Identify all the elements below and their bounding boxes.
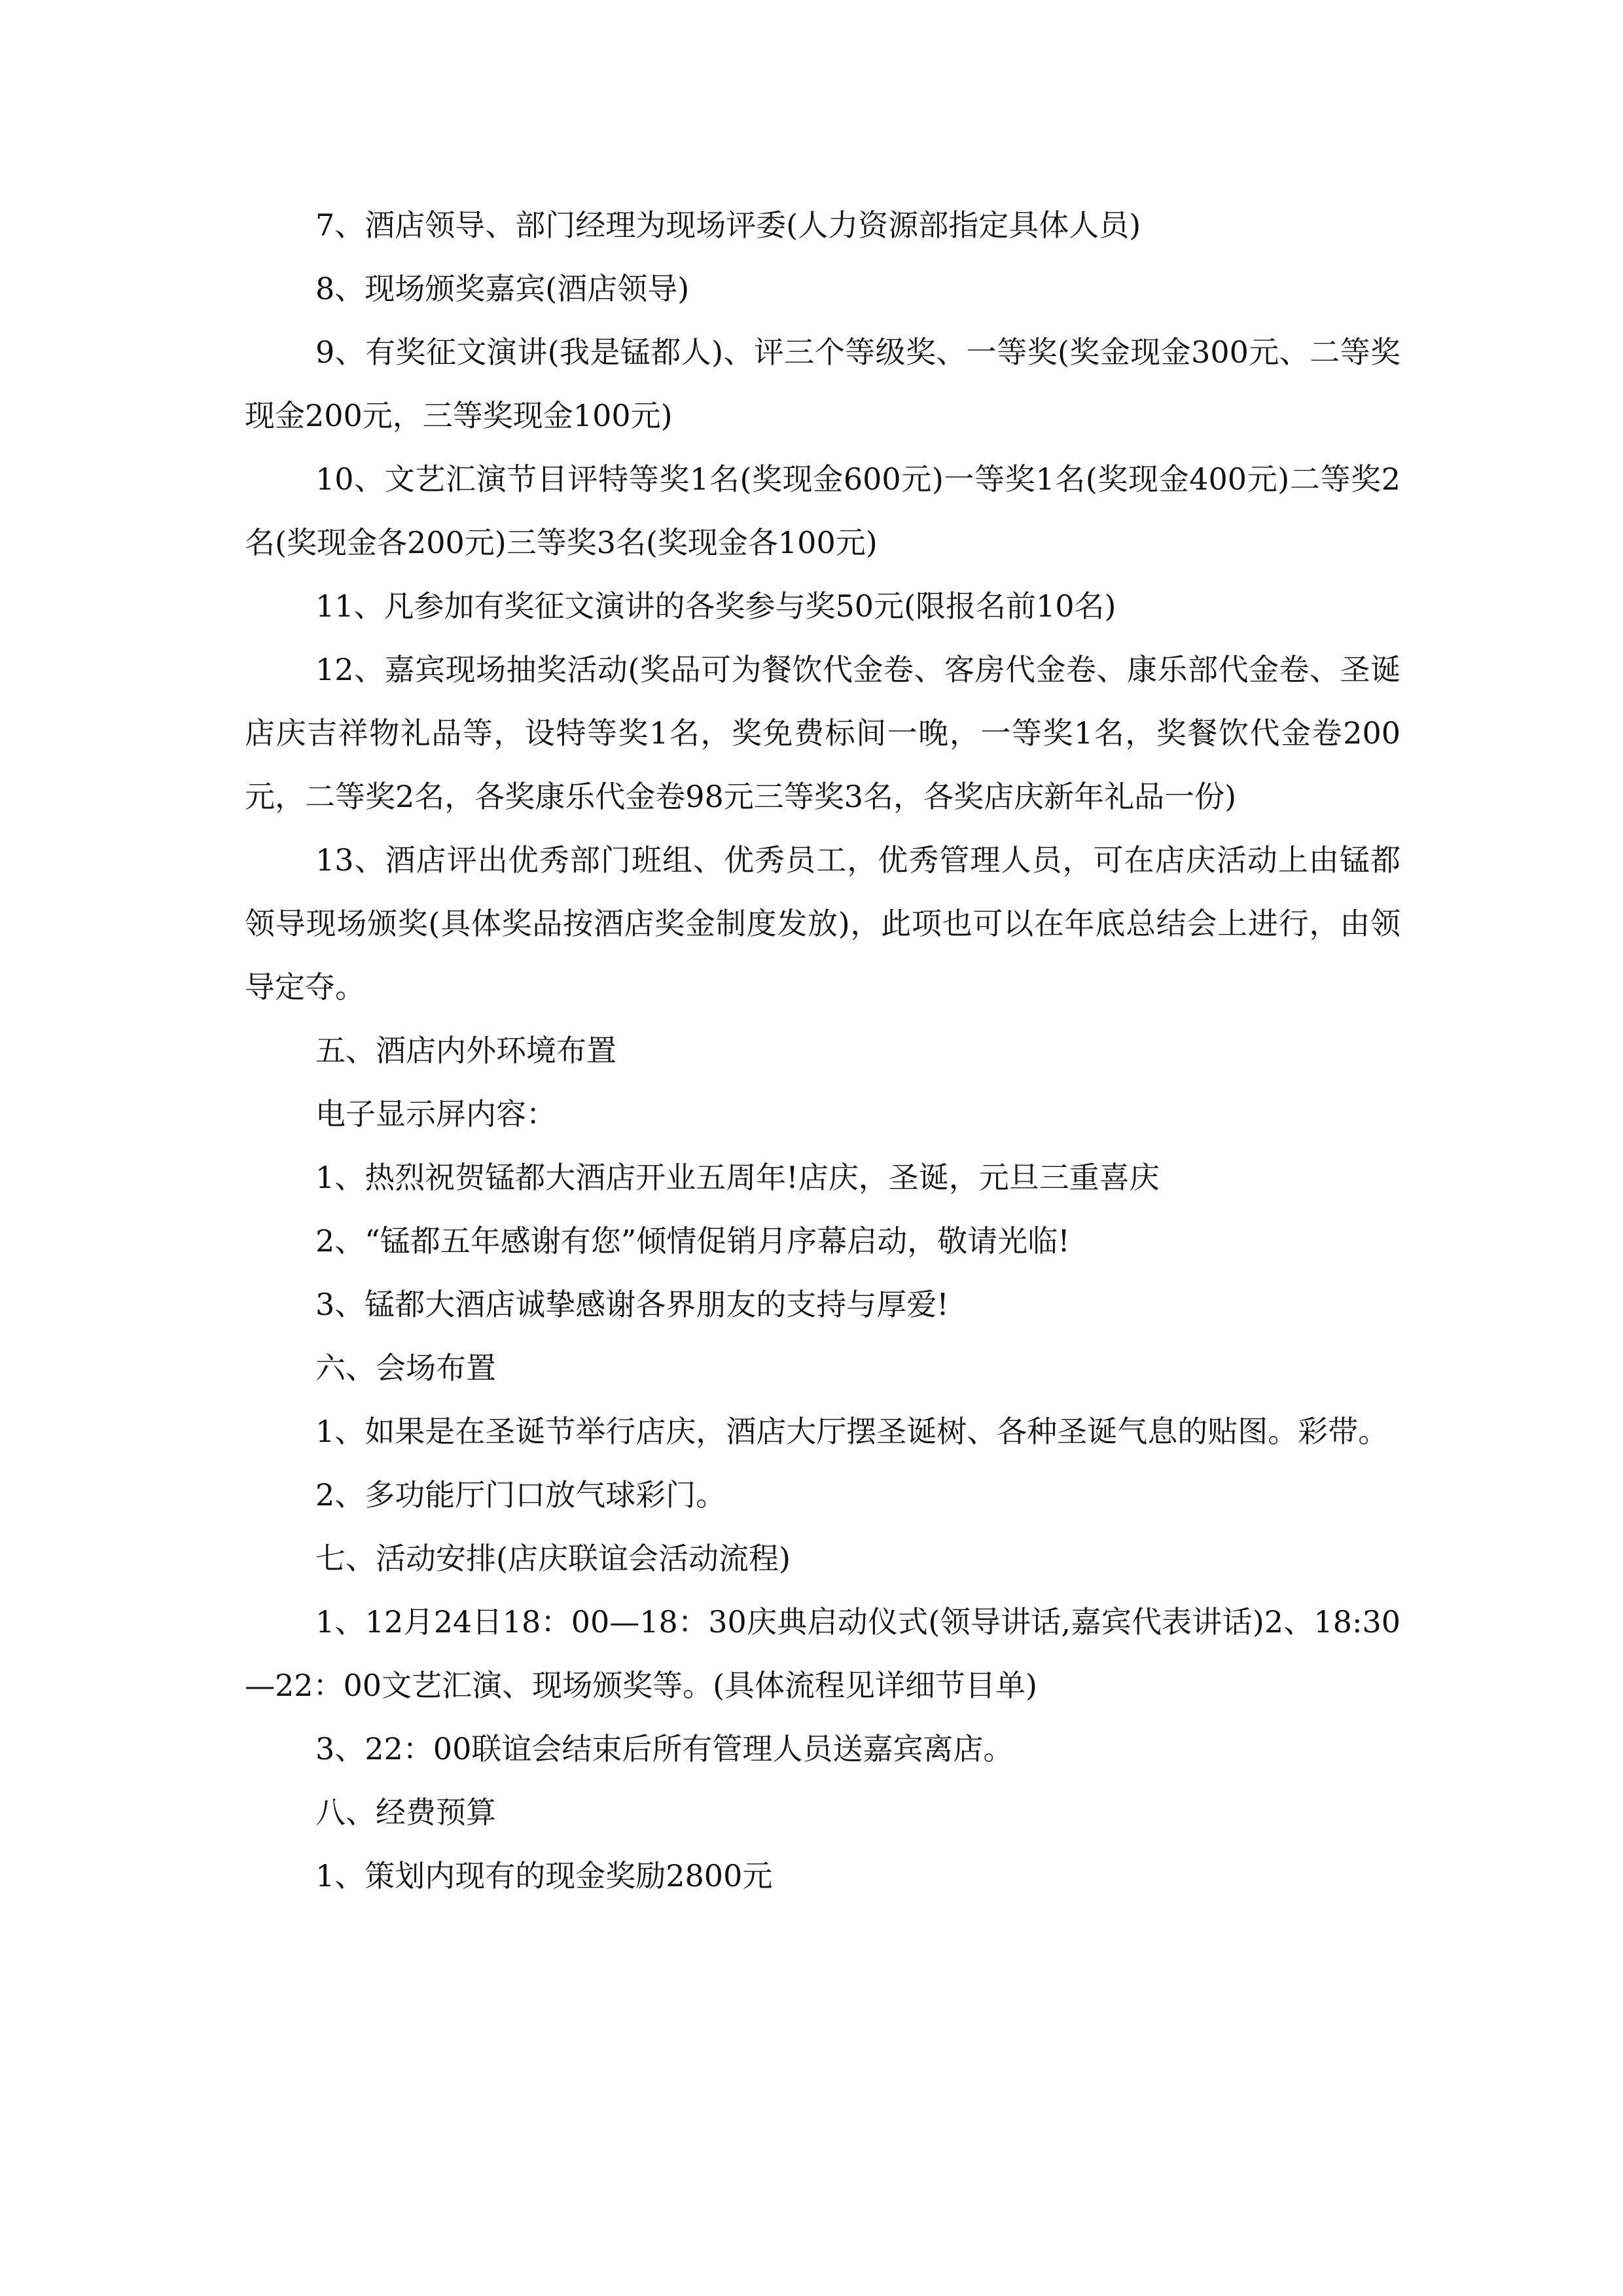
section-heading-5: 五、酒店内外环境布置 (315, 1033, 616, 1068)
subheading-screen-content: 电子显示屏内容： (315, 1096, 556, 1132)
paragraph-item-7: 7、酒店领导、部门经理为现场评委(人力资源部指定具体人员) (315, 207, 1141, 243)
venue-item-1: 1、如果是在圣诞节举行店庆，酒店大厅摆圣诞树、各种圣诞气息的贴图。彩带。 (315, 1414, 1389, 1449)
document-body (245, 194, 1400, 1908)
paragraph-item-10: 10、文艺汇演节目评特等奖1名(奖现金600元)一等奖1名(奖现金400元)二等奖2名(奖现金各200元)三等奖3名(奖现金各100元) (245, 461, 1400, 560)
paragraph-item-9: 9、有奖征文演讲(我是锰都人)、评三个等级奖、一等奖(奖金现金300元、二等奖现金200元，三等奖现金100元) (245, 334, 1400, 433)
venue-item-2: 2、多功能厅门口放气球彩门。 (315, 1477, 726, 1513)
budget-item-1: 1、策划内现有的现金奖励2800元 (315, 1858, 773, 1893)
screen-item-2: 2、“锰都五年感谢有您”倾情促销月序幕启动，敬请光临! (315, 1223, 1070, 1259)
schedule-item-3: 3、22：00联谊会结束后所有管理人员送嘉宾离店。 (315, 1731, 1014, 1767)
paragraph-item-8: 8、现场颁奖嘉宾(酒店领导) (315, 271, 690, 306)
section-heading-8: 八、经费预算 (315, 1795, 496, 1830)
schedule-item-1-2: 1、12月24日18：00—18：30庆典启动仪式(领导讲话,嘉宾代表讲话)2、18:30—22：00文艺汇演、现场颁奖等。(具体流程见详细节目单) (245, 1604, 1400, 1703)
section-heading-6: 六、会场布置 (315, 1350, 496, 1386)
screen-item-3: 3、锰都大酒店诚挚感谢各界朋友的支持与厚爱! (315, 1287, 949, 1322)
paragraph-item-13: 13、酒店评出优秀部门班组、优秀员工，优秀管理人员，可在店庆活动上由锰都领导现场颁奖(具体奖品按酒店奖金制度发放)，此项也可以在年底总结会上进行，由领导定夺。 (245, 842, 1400, 1005)
paragraph-item-12: 12、嘉宾现场抽奖活动(奖品可为餐饮代金卷、客房代金卷、康乐部代金卷、圣诞店庆吉祥物礼品等，设特等奖1名，奖免费标间一晚，一等奖1名，奖餐饮代金卷200元，二等奖2名，各奖康乐代金卷98元三等奖3名，各奖店庆新年礼品一份) (245, 652, 1400, 814)
screen-item-1: 1、热烈祝贺锰都大酒店开业五周年!店庆，圣诞，元旦三重喜庆 (315, 1160, 1160, 1195)
paragraph-item-11: 11、凡参加有奖征文演讲的各奖参与奖50元(限报名前10名) (315, 588, 1116, 624)
section-heading-7: 七、活动安排(店庆联谊会活动流程) (315, 1541, 791, 1576)
